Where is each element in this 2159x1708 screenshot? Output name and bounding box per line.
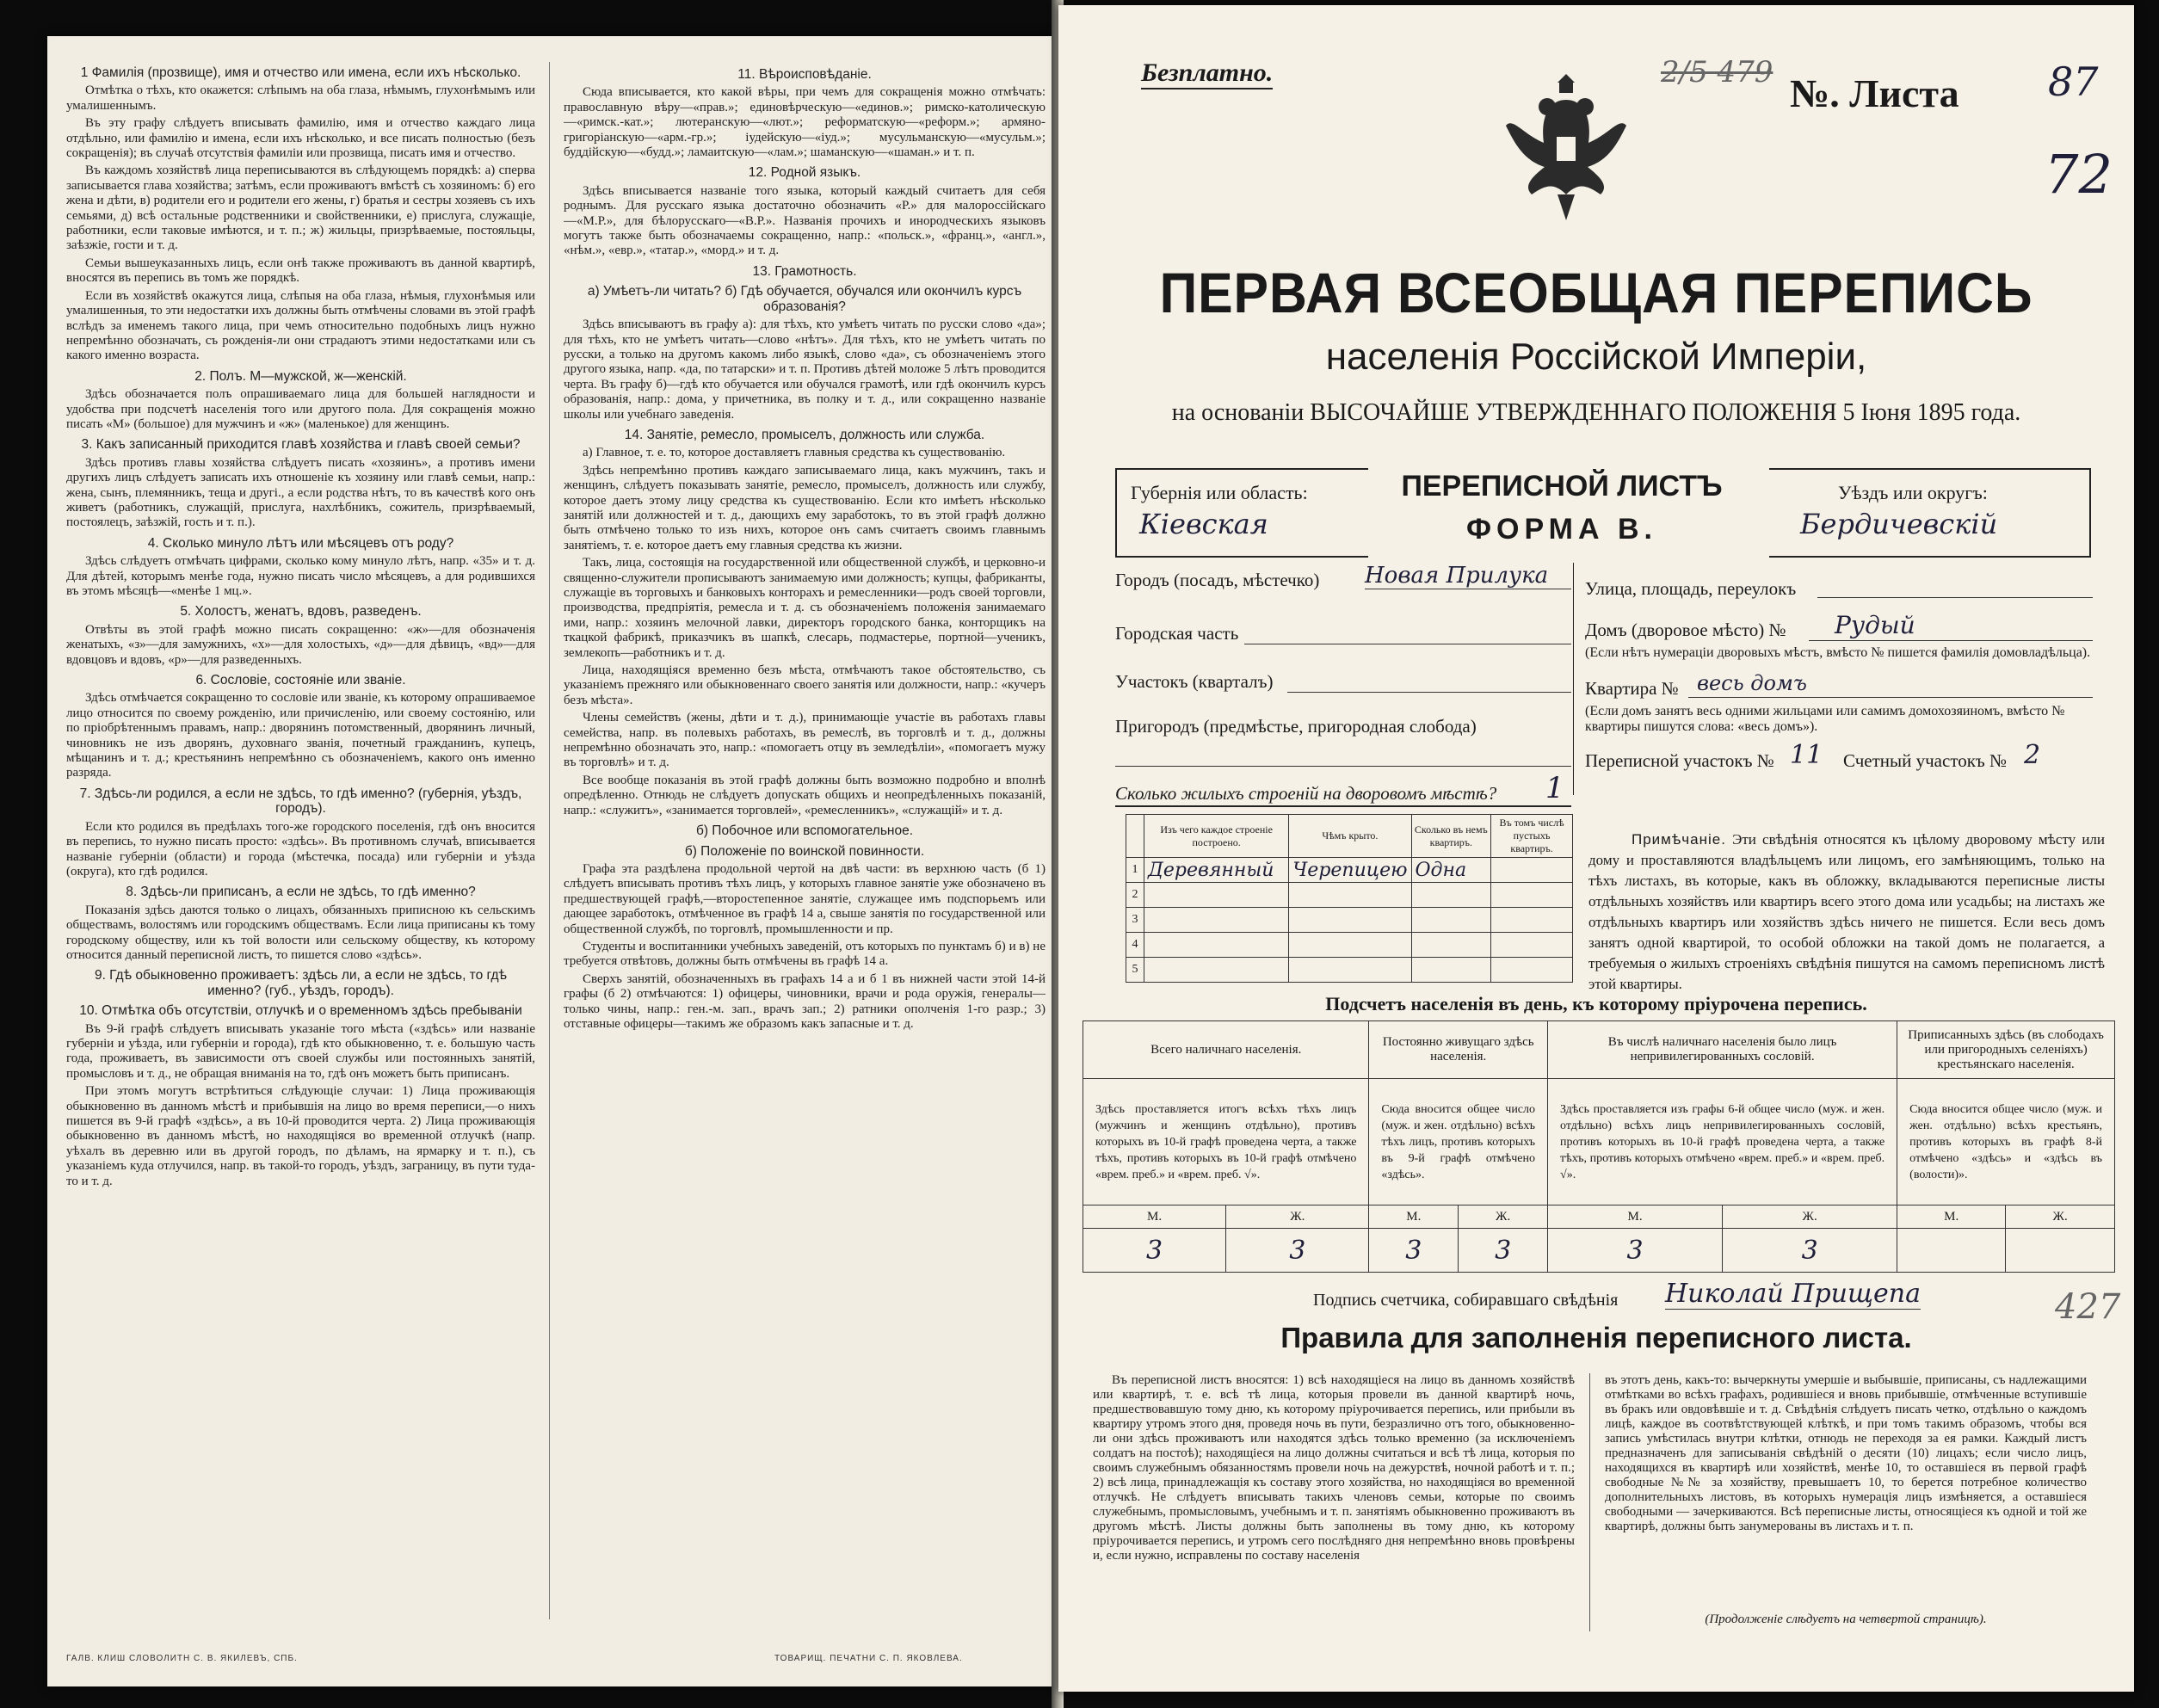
rules-column-1: Въ переписной листъ вносятся: 1) всѣ находящіеся на лицо въ данномъ хозяйствѣ или квартирѣ, т. е. всѣ тѣ лица, которыя провели въ данной квартирѣ ночь, предшествовавшую тому дню, къ которому пріурочивается перепись, или прибыли въ квартиру утромъ этого дня, проведя ночь въ пути, безразлично отъ того, обыкновенно-ли они здѣсь проживаютъ или находятся здѣсь только временно (за исключеніемъ солдатъ на постоѣ); находящіеся на лицо должны считаться и всѣ тѣ лица, которыя по своимъ служебнымъ обязанностямъ провели ночь на дежурствѣ, ночной работѣ и т. п.; 2) всѣ лица, принадлежащія къ составу этого хозяйства, но находящіяся во временной отлучкѣ. Не слѣдуетъ вписывать такихъ членовъ семьи, которые по своимъ служебнымъ, промысловымъ, учебнымъ и т. п. занятіямъ обыкновенно проживаютъ въ другомъ мѣстѣ. Листы должны быть заполнены въ тому дню, къ которому пріурочивается перепись, и утромъ сего послѣдняго дня непремѣнно вновь провѣрены и, если нужно, исправлены по составу населенія (1093, 1373, 1575, 1563)
left-page (47, 36, 1058, 1686)
town-value: Новая Прилука (1365, 563, 1549, 589)
tally-column-header: Всего наличнаго населенія. (1083, 1021, 1369, 1079)
buildings-cell-material (1144, 933, 1289, 958)
buildings-table (1126, 814, 1573, 983)
buildings-cell-apts (1411, 883, 1491, 908)
paragraph: Все вообще показанія въ этой графѣ должны быть возможно подробно и вполнѣ опредѣленно. Отнюдь не слѣдуетъ допускать общихъ и неопредѣленныхъ показаній, напр.: «служитъ», «занимается торговлей», «ремесленникъ», «служащій» и т. д. (564, 773, 1046, 817)
paragraph: Сюда вписывается, кто какой вѣры, при чемъ для сокращенія можно отмѣчать: православную вѣру—«прав.»; единовѣрческую—«единов.»; римско-католическую—«римск.-кат.»; лютеранскую—«лют.»; реформатскую—«реформ.»; армяно-григоріанскую—«арм.-гр.»; іудейскую—«іуд.»; мусульманскую—«мусульм.»; буддійскую—«будд.»; ламаитскую—«лам.»; шаманскую—«шаман.» и т. п. (564, 85, 1046, 160)
female-count: 3 (1226, 1229, 1369, 1273)
buildings-column-header: Чѣмъ крыто. (1289, 815, 1411, 858)
printer-imprint-left: ГАЛВ. КЛИШ СЛОВОЛИТН С. В. ЯКИЛЕВЪ, СПБ. (66, 1654, 298, 1663)
paragraph: Если кто родился въ предѣлахъ того-же городского поселенія, гдѣ онъ вносится въ перепись, то нужно писать просто: «здѣсь». Въ противномъ случаѣ, вписывается названіе губерніи (области) и города (мѣстечка, посада) или губерніи и уѣзда (округа), кто гдѣ родился. (66, 819, 535, 879)
signature-label: Подпись счетчика, собиравшаго свѣдѣнія (1313, 1291, 1619, 1310)
male-label: М. (1897, 1205, 2006, 1229)
buildings-cell-apts: Одна (1411, 858, 1491, 883)
buildings-cell-n: 5 (1126, 958, 1144, 983)
section-heading: б) Положеніе по воинской повинности. (684, 843, 925, 859)
male-count (1897, 1229, 2006, 1273)
section-heading: 14. Занятіе, ремесло, промыселъ, должность или служба. (624, 427, 985, 442)
buildings-column-header: Въ томъ числѣ пустыхъ квартиръ. (1491, 815, 1573, 858)
section-heading: 6. Сословіе, состояніе или званіе. (195, 673, 406, 688)
paragraph: Здѣсь вписывается названіе того языка, который каждый считаетъ для себя роднымъ. Для русскаго языка достаточно обозначить «Р.» для малороссійскаго—«М.Р.», для бѣлорусскаго—«В.Р.». Названія прочихъ и инородческихъ языковъ могутъ также быть обозначаемы сокращенно, напр.: «польск.», «франц.», «англ.», «нѣм.», «евр.», «татар.», «морд.» и т. д. (564, 183, 1046, 258)
section-heading: 10. Отмѣтка объ отсутствіи, отлучкѣ и о временномъ здѣсь пребываніи (79, 1003, 522, 1019)
tally-title: Подсчетъ населенія въ день, къ которому пріурочена перепись. (1325, 993, 1867, 1014)
census-area-label: Переписной участокъ № (1585, 750, 1774, 771)
sheet-number-handwritten-2: 72 (2045, 143, 2113, 206)
count-area-label: Счетный участокъ № (1843, 750, 2008, 771)
paragraph: Графа эта раздѣлена продольной чертой на двѣ части: въ верхнюю часть (б 1) слѣдуетъ вписывать противъ тѣхъ лицъ, у которыхъ главное занятіе уже обозначено въ предшествующей графѣ,—второстепенное занятіе, служащее имъ подспорьемъ или дающее заработокъ, отмѣченное въ графѣ 14 а, свыше занятія по государственной или общественной службѣ, по торговлѣ, промышленности и пр. (564, 861, 1046, 936)
pencil-signature-number: 427 (2055, 1287, 2121, 1327)
buildings-cell-apts (1411, 933, 1491, 958)
district-label: Уѣздъ или округъ: (1838, 482, 1988, 503)
buildings-cell-roof (1289, 883, 1411, 908)
imperial-eagle-emblem (1497, 65, 1635, 229)
form-subtitle: ФОРМА В. (1465, 513, 1658, 546)
male-label: М. (1548, 1205, 1723, 1229)
legal-basis: на основаніи ВЫСОЧАЙШЕ УТВЕРЖДЕННАГО ПОЛОЖЕНІЯ 5 Іюня 1895 года. (1171, 399, 2021, 426)
paragraph: Такъ, лица, состоящія на государственной или общественной службѣ, и церковно-и священно-служители прописываютъ занимаемую ими должность; купцы, фабриканты, служащіе въ торговыхъ и банковыхъ конторахъ и ремесленники—родъ своей торговли, производства, предпріятія, ремесла и т. д. съ обозначеніемъ положенія занимаемаго ими, напр.: хозяинъ мелочной лавки, директоръ городского банка, конторщикъ на ткацкой фабрикѣ, приказчикъ въ шапкѣ, слесарь, подмастерье, портной—ученикъ, землекопъ—работникъ и т. д. (564, 556, 1046, 660)
rules-title: Правила для заполненія переписного листа. (1280, 1322, 1912, 1353)
house-value: Рудый (1835, 611, 1915, 639)
buildings-cell-empty (1491, 958, 1573, 983)
location-fields-left (1115, 563, 1571, 769)
female-count: 3 (1723, 1229, 1897, 1273)
buildings-row (1126, 858, 1573, 883)
female-label: Ж. (2006, 1205, 2115, 1229)
buildings-cell-roof: Черепицею (1289, 858, 1411, 883)
paragraph: Здѣсь противъ главы хозяйства слѣдуетъ писать «хозяинъ», а противъ имени другихъ лицъ слѣдуетъ записать ихъ отношеніе къ хозяину или главѣ семьи, напр.: жена, сынъ, племянникъ, теща и другі., а если родства нѣтъ, то въ качествѣ кого онъ живетъ (работникъ, служащій, прислуга, нахлѣбникъ, сожитель, призрѣваемый, постоялецъ, заѣзжій, гость и т. п.). (66, 455, 535, 530)
paragraph: Здѣсь непремѣнно противъ каждаго записываемаго лица, какъ мужчинъ, такъ и женщинъ, слѣдуетъ показывать занятіе, ремесло, промыселъ, должность или службу, которое даетъ этому лицу средства къ существованію. Если кто имѣетъ нѣсколько занятій или должностей и т. д., дающихъ ему заработокъ, то въ этой графѣ должно быть отмѣчено только то изъ нихъ, которое онъ самъ считаетъ своимъ главнымъ занятіемъ, т. е. которое даетъ ему главныя средства къ жизни. (564, 463, 1046, 552)
buildings-cell-material (1144, 883, 1289, 908)
province-box (1115, 468, 1368, 558)
pencil-number: 2/5 479 (1661, 55, 1773, 89)
population-tally-table (1083, 1020, 2115, 1273)
count-area-value: 2 (2024, 740, 2041, 770)
buildings-cell-material (1144, 958, 1289, 983)
tally-column-header: Приписанныхъ здѣсь (въ слободахъ или пригородныхъ селеніяхъ) крестьянскаго населенія. (1897, 1021, 2115, 1079)
tally-column-header: Постоянно живущаго здѣсь населенія. (1369, 1021, 1548, 1079)
paragraph: Показанія здѣсь даются только о лицахъ, обязанныхъ приписною къ сельскимъ обществамъ, волостямъ или городскимъ обществамъ. Если лица приписаны къ тому городскому обществу, или къ той волости или сельскому обществу, къ которому относится данный переписной листъ, то пишется слово «здѣсь». (66, 903, 535, 962)
section-heading: 5. Холостъ, женатъ, вдовъ, разведенъ. (180, 604, 422, 620)
province-label: Губернія или область: (1131, 482, 1308, 503)
buildings-cell-material: Деревянный (1144, 858, 1289, 883)
buildings-cell-empty (1491, 858, 1573, 883)
section-heading: 8. Здѣсь-ли приписанъ, а если не здѣсь, то гдѣ именно? (126, 885, 476, 900)
paragraph: Семьи вышеуказанныхъ лицъ, если онѣ также проживаютъ въ данной квартирѣ, вносятся въ перепись въ томъ же порядкѣ. (66, 256, 535, 286)
buildings-cell-empty (1491, 908, 1573, 933)
instructions-column-1 (66, 60, 535, 1635)
paragraph: а) Главное, т. е. то, которое доставляетъ главныя средства къ существованію. (583, 446, 1006, 460)
female-label: Ж. (1226, 1205, 1369, 1229)
buildings-cell-roof (1289, 933, 1411, 958)
section-heading: 12. Родной языкъ. (748, 165, 861, 181)
apartment-label: Квартира № (1585, 678, 1679, 699)
male-count: 3 (1369, 1229, 1459, 1273)
paragraph: Отвѣты въ этой графѣ можно писать сокращенно: «ж»—для обозначенія женатыхъ, «з»—для замужнихъ, «х»—для холостыхъ, «д»—для дѣвицъ, «вд»—для вдовцовъ и вдовъ, «р»—для разведенныхъ. (66, 622, 535, 667)
sheet-number-label: №. Листа (1790, 71, 1959, 115)
female-label: Ж. (1723, 1205, 1897, 1229)
buildings-question: Сколько жилыхъ строеній на дворовомъ мѣстѣ? (1115, 783, 1497, 804)
district-box (1769, 468, 2091, 558)
section-heading: 4. Сколько минуло лѣтъ или мѣсяцевъ отъ роду? (147, 535, 454, 551)
buildings-value: 1 (1545, 771, 1564, 805)
paragraph: Сверхъ занятій, обозначенныхъ въ графахъ 14 а и б 1 въ нижней части этой 14-й графы (б 2) отмѣчаются: 1) офицеры, чиновники, врачи и рода оружія, генералы—только чины, напр.: ген.-м. зап., врачъ зап.; 2) ратники ополченія 1-го разр.; 3) отставные офицеры—такимъ же образомъ какъ запасные и т. д. (564, 971, 1046, 1031)
buildings-column-header: Изъ чего каждое строеніе построено. (1144, 815, 1289, 858)
buildings-row (1126, 958, 1573, 983)
printer-imprint-right: ТОВАРИЩ. ПЕЧАТНИ С. П. ЯКОВЛЕВА. (774, 1654, 963, 1663)
street-label: Улица, площадь, переулокъ (1585, 578, 1797, 599)
free-label: Безплатно. (1141, 59, 1273, 89)
buildings-column-header: Сколько въ немъ квартиръ. (1411, 815, 1491, 858)
province-value: Кіевская (1139, 508, 1268, 540)
paragraph: Въ эту графу слѣдуетъ вписывать фамилію, имя и отчество каждаго лица отдѣльно, или фамилію и имена, если ихъ нѣсколько, и все писать полностью (безъ сокращенія); въ случаѣ отсутствія фамиліи или прозвища, писать имя и отчество. (66, 116, 535, 161)
tally-column-description: Здѣсь проставляется изъ графы 6-й общее число (муж. и жен. отдѣльно) всѣхъ лицъ непривилегированныхъ сословій, противъ которыхъ въ 10-й графѣ проведена черта, а также тѣхъ, противъ которыхъ отмѣчено «врем. преб.» и «врем. преб. √». (1548, 1079, 1897, 1205)
female-count (2006, 1229, 2115, 1273)
paragraph: При этомъ могутъ встрѣтиться слѣдующіе случаи: 1) Лица проживающія обыкновенно въ данномъ мѣстѣ и прибывшія на лицо во время переписи,—о нихъ пишется въ 9-й графѣ «здѣсь», а въ 10-й проводится черта. 2) Лица проживающія обыкновенно въ данномъ мѣстѣ, но находящіяся во временной отлучкѣ (напр. уѣхалъ въ деревню или въ другой городъ, по дѣламъ, на ярмарку и т. п.), съ указаніемъ куда отлучился, напр. въ такой-то городъ, уѣздъ, заграницу, въ пути туда-то и т. д. (66, 1084, 535, 1188)
male-count: 3 (1083, 1229, 1226, 1273)
section-heading: 1 Фамилія (прозвище), имя и отчество или имена, если ихъ нѣсколько. (80, 65, 521, 80)
tally-column-description: Сюда вносится общее число (муж. и жен. отдѣльно) всѣхъ крестьянъ, противъ которыхъ въ графѣ 8-й отмѣчено «здѣсь» и «здѣсь въ (волости)». (1897, 1079, 2115, 1205)
section-heading: б) Побочное или вспомогательное. (695, 823, 914, 839)
rules-column-2: въ этотъ день, какъ-то: вычеркнуты умершіе и выбывшіе, приписаны, съ надлежащими отмѣтками во всѣхъ графахъ, родившіеся и вновь прибывшіе, отмѣченные вступившіе въ бракъ или овдовѣвшіе и т. д. Свѣдѣнія слѣдуетъ писать четко, отдѣльно о каждомъ лицѣ, каждое въ соотвѣтствующей клѣткѣ, и при томъ такимъ образомъ, чтобы вся запись умѣстилась внутри клѣтки, отнюдь не переходя за ея рамки. Каждый листъ предназначенъ для записыванія свѣдѣній о десяти (10) лицахъ; если число лицъ, находящихся въ квартирѣ или хозяйствѣ, менѣе 10, то оставшіеся въ первой графѣ свободные №№ за хозяйству, превышаетъ 10, то берется потребное количество дополнительныхъ листовъ, въ которыхъ нумерація лицъ измѣняется, а оставшіеся свободными — зачеркиваются. Всѣ переписные листы, относящіеся къ одной и той же квартирѣ, должны быть занумерованы въ листахъ и т. п. (1605, 1373, 2087, 1533)
column-divider (549, 62, 550, 1619)
section-heading: 9. Гдѣ обыкновенно проживаетъ: здѣсь ли, а если не здѣсь, то гдѣ именно? (губ., уѣздъ, городъ). (94, 968, 508, 998)
female-count: 3 (1459, 1229, 1548, 1273)
tally-column-description: Сюда вносится общее число (муж. и жен. отдѣльно) всѣхъ тѣхъ лицъ, противъ которыхъ въ 9-й графѣ отмѣчено «здѣсь». (1369, 1079, 1548, 1205)
paragraph: Въ 9-й графѣ слѣдуетъ вписывать указаніе того мѣста («здѣсь» или названіе губерніи и уѣзда, или губерніи и города), гдѣ кто обыкновенно, т. е. большую часть года, проживаетъ, въ зависимости отъ своей службы или постоянныхъ занятій, промысловъ и т. д., не обращая вниманія на то, гдѣ онъ можетъ быть приписанъ. (66, 1021, 535, 1081)
paragraph: Члены семействъ (жены, дѣти и т. д.), принимающіе участіе въ работахъ главы семейства, напр. въ полевыхъ работахъ, въ ремеслѣ, въ торговлѣ и т. д., должны непремѣнно обозначать это, напр.: «помогаетъ отцу въ земледѣліи», «помогаетъ мужу въ торговлѣ» и т. д. (564, 711, 1046, 770)
note-text: Эти свѣдѣнія относятся къ цѣлому дворовому мѣсту или дому и проставляются владѣльцемъ или лицомъ, его замѣняющимъ, только на тѣхъ листахъ, въ которые, какъ въ обложку, вкладываются переписные листы отдѣльныхъ хозяйствъ или квартиръ всего этого дома или усадьбы; на листахъ же отдѣльныхъ квартиръ или хозяйствъ здѣсь ничего не пишется. Если весь домъ занятъ одной квартирой, то особой обложки на такой домъ не полагается, а требуемыя о жилыхъ строеніяхъ свѣдѣнія пишутся на самомъ переписномъ листѣ этой квартиры. (1588, 831, 2105, 992)
location-fields-right (1585, 563, 2101, 778)
row-number-header (1126, 815, 1144, 858)
section-heading: 3. Какъ записанный приходится главѣ хозяйства и главѣ своей семьи? (81, 437, 521, 453)
buildings-cell-n: 1 (1126, 858, 1144, 883)
tally-column-header: Въ числѣ наличнаго населенія было лицъ непривилегированныхъ сословій. (1548, 1021, 1897, 1079)
paragraph: Здѣсь вписываютъ въ графу а): для тѣхъ, кто умѣетъ читать по русски слово «да»; для тѣхъ, кто не умѣетъ читать—слово «нѣтъ». Для тѣхъ, кто не умѣетъ читать по русски, а только на другомъ какомъ либо языкѣ, слово «да», съ обозначеніемъ этого другого языка, напр. «да, по татарски» и т. п. Противъ дѣтей моложе 5 лѣтъ проводится черта. Въ графу б)—гдѣ кто обучается или обучался грамотѣ, или гдѣ окончилъ курсъ образованія, напр.: дома, у причетника, въ полку и т. д., или сокращенно названіе школы или учебнаго заведенія. (564, 318, 1046, 422)
section-heading: 13. Грамотность. (752, 263, 857, 279)
house-label: Домъ (дворовое мѣсто) № (1585, 620, 1786, 640)
census-area-value: 11 (1790, 740, 1823, 770)
apartment-value: весь домъ (1697, 671, 1807, 695)
signature-value: Николай Прищепа (1665, 1279, 1921, 1309)
sheet-number-handwritten: 87 (2048, 59, 2099, 105)
section-heading: 11. Вѣроисповѣданіе. (737, 67, 872, 82)
buildings-row (1126, 908, 1573, 933)
buildings-cell-empty (1491, 933, 1573, 958)
buildings-cell-apts (1411, 958, 1491, 983)
paragraph: Здѣсь отмѣчается сокращенно то сословіе или званіе, къ которому опрашиваемое лицо относится по своему рожденію, или причисленію, или своему состоянію, или по пріобрѣтеннымъ правамъ, напр.: дворянинъ потомственный, дворянинъ личный, чиновникъ не изъ дворянъ, духовнаго званія, почетный гражданинъ, купецъ, мѣщанинъ и т. д.; крестьянинъ непремѣнно съ обозначеніемъ, какого онъ именно разряда. (66, 691, 535, 780)
paragraph: Отмѣтка о тѣхъ, кто окажется: слѣпымъ на оба глаза, нѣмымъ, глухонѣмымъ или умалишеннымъ. (66, 83, 535, 113)
precinct-label: Участокъ (кварталъ) (1115, 671, 1274, 692)
buildings-cell-n: 3 (1126, 908, 1144, 933)
census-title: ПЕРВАЯ ВСЕОБЩАЯ ПЕРЕПИСЬ (1159, 261, 2033, 324)
section-heading: а) Умѣетъ-ли читать? б) Гдѣ обучается, обучался или окончилъ курсъ образованія? (587, 284, 1022, 314)
buildings-cell-roof (1289, 908, 1411, 933)
town-label: Городъ (посадъ, мѣстечко) (1115, 570, 1320, 590)
buildings-cell-material (1144, 908, 1289, 933)
male-label: М. (1369, 1205, 1459, 1229)
census-subtitle: населенія Россійской Имперіи, (1325, 336, 1867, 378)
buildings-row (1126, 883, 1573, 908)
buildings-cell-n: 2 (1126, 883, 1144, 908)
buildings-note (1588, 829, 2105, 995)
house-note: (Если нѣтъ нумераціи дворовыхъ мѣстъ, вмѣсто № пишется фамилія домовладѣльца). (1585, 645, 2091, 660)
census-form-page (1058, 5, 2134, 1692)
section-heading: 7. Здѣсь-ли родился, а если не здѣсь, то гдѣ именно? (губернія, уѣздъ, городъ). (79, 786, 522, 817)
buildings-cell-roof (1289, 958, 1411, 983)
note-label: Примѣчаніе. (1632, 831, 1726, 848)
paragraph: Студенты и воспитанники учебныхъ заведеній, отъ которыхъ по пунктамъ б) и в) не требуется отвѣтовъ, должны быть отмѣчены въ графѣ 14 а. (564, 939, 1046, 969)
district-value: Бердичевскій (1800, 508, 1998, 540)
paragraph: Лица, находящіяся временно безъ мѣста, отмѣчаютъ такое обстоятельство, съ указаніемъ прежняго или обыкновеннаго своего занятія или должности, напр.: «кучеръ безъ мѣста». (564, 663, 1046, 707)
tally-column-description: Здѣсь проставляется итогъ всѣхъ тѣхъ лицъ (мужчинъ и женщинъ отдѣльно), противъ которыхъ въ 10-й графѣ проведена черта, а также тѣхъ, противъ которыхъ въ 10-й графѣ отмѣчено «врем. преб.» и «врем. преб. √». (1083, 1079, 1369, 1205)
apartment-note: (Если домъ занятъ весь одними жильцами или самимъ домохозяиномъ, вмѣсто № квартиры пишутся слова: «весь домъ»). (1585, 704, 2065, 734)
continued-note: (Продолженіе слѣдуетъ на четвертой страницѣ). (1705, 1612, 1987, 1626)
paragraph: Въ каждомъ хозяйствѣ лица переписываются въ слѣдующемъ порядкѣ: а) сперва записывается глава хозяйства; затѣмъ, если проживаютъ вмѣстѣ съ хозяиномъ: б) его жена и дѣти, в) родители его и родители его жены, г) братья и сестры хозяевъ съ ихъ семьями, д) всѣ остальные родственники и свойственники, е) прислуга, служащіе, работники, если таковые имѣются, и т. п.; ж) жильцы, призрѣваемые, постояльцы, заѣзжіе, гости и т. д. (66, 163, 535, 253)
male-label: М. (1083, 1205, 1226, 1229)
paragraph: Здѣсь обозначается полъ опрашиваемаго лица для большей наглядности и удобства при подсчетѣ населенія того или другого пола. Для сокращенія можно писать «М» (большое) для мужчинъ и «ж» (маленькое) для женщинъ. (66, 387, 535, 431)
paragraph: Здѣсь слѣдуетъ отмѣчать цифрами, сколько кому минуло лѣтъ, напр. «35» и т. д. Для дѣтей, которымъ менѣе года, нужно писать число мѣсяцевъ, а для родившихся въ этомъ мѣсяцѣ—«менѣе 1 мц.». (66, 554, 535, 598)
buildings-cell-n: 4 (1126, 933, 1144, 958)
city-part-label: Городская часть (1115, 623, 1239, 644)
male-count: 3 (1548, 1229, 1723, 1273)
section-heading: 2. Полъ. М—мужской, ж—женскій. (194, 368, 407, 384)
buildings-cell-empty (1491, 883, 1573, 908)
suburb-label: Пригородъ (предмѣстье, пригородная слобода) (1115, 716, 1477, 737)
instructions-column-2 (564, 62, 1046, 1637)
buildings-cell-apts (1411, 908, 1491, 933)
paragraph: Если въ хозяйствѣ окажутся лица, слѣпыя на оба глаза, нѣмыя, глухонѣмыя или умалишенныя, то эти недостатки ихъ должны быть отмѣчены словами въ этой графѣ вслѣдъ за именемъ такого лица, при чемъ относительно подобныхъ лицъ нужно непремѣнно обозначать, съ рожденія-ли они страдаютъ этими недостатками или съ какого именно возраста. (66, 288, 535, 363)
form-title: ПЕРЕПИСНОЙ ЛИСТЪ (1401, 470, 1723, 503)
buildings-row (1126, 933, 1573, 958)
female-label: Ж. (1459, 1205, 1548, 1229)
